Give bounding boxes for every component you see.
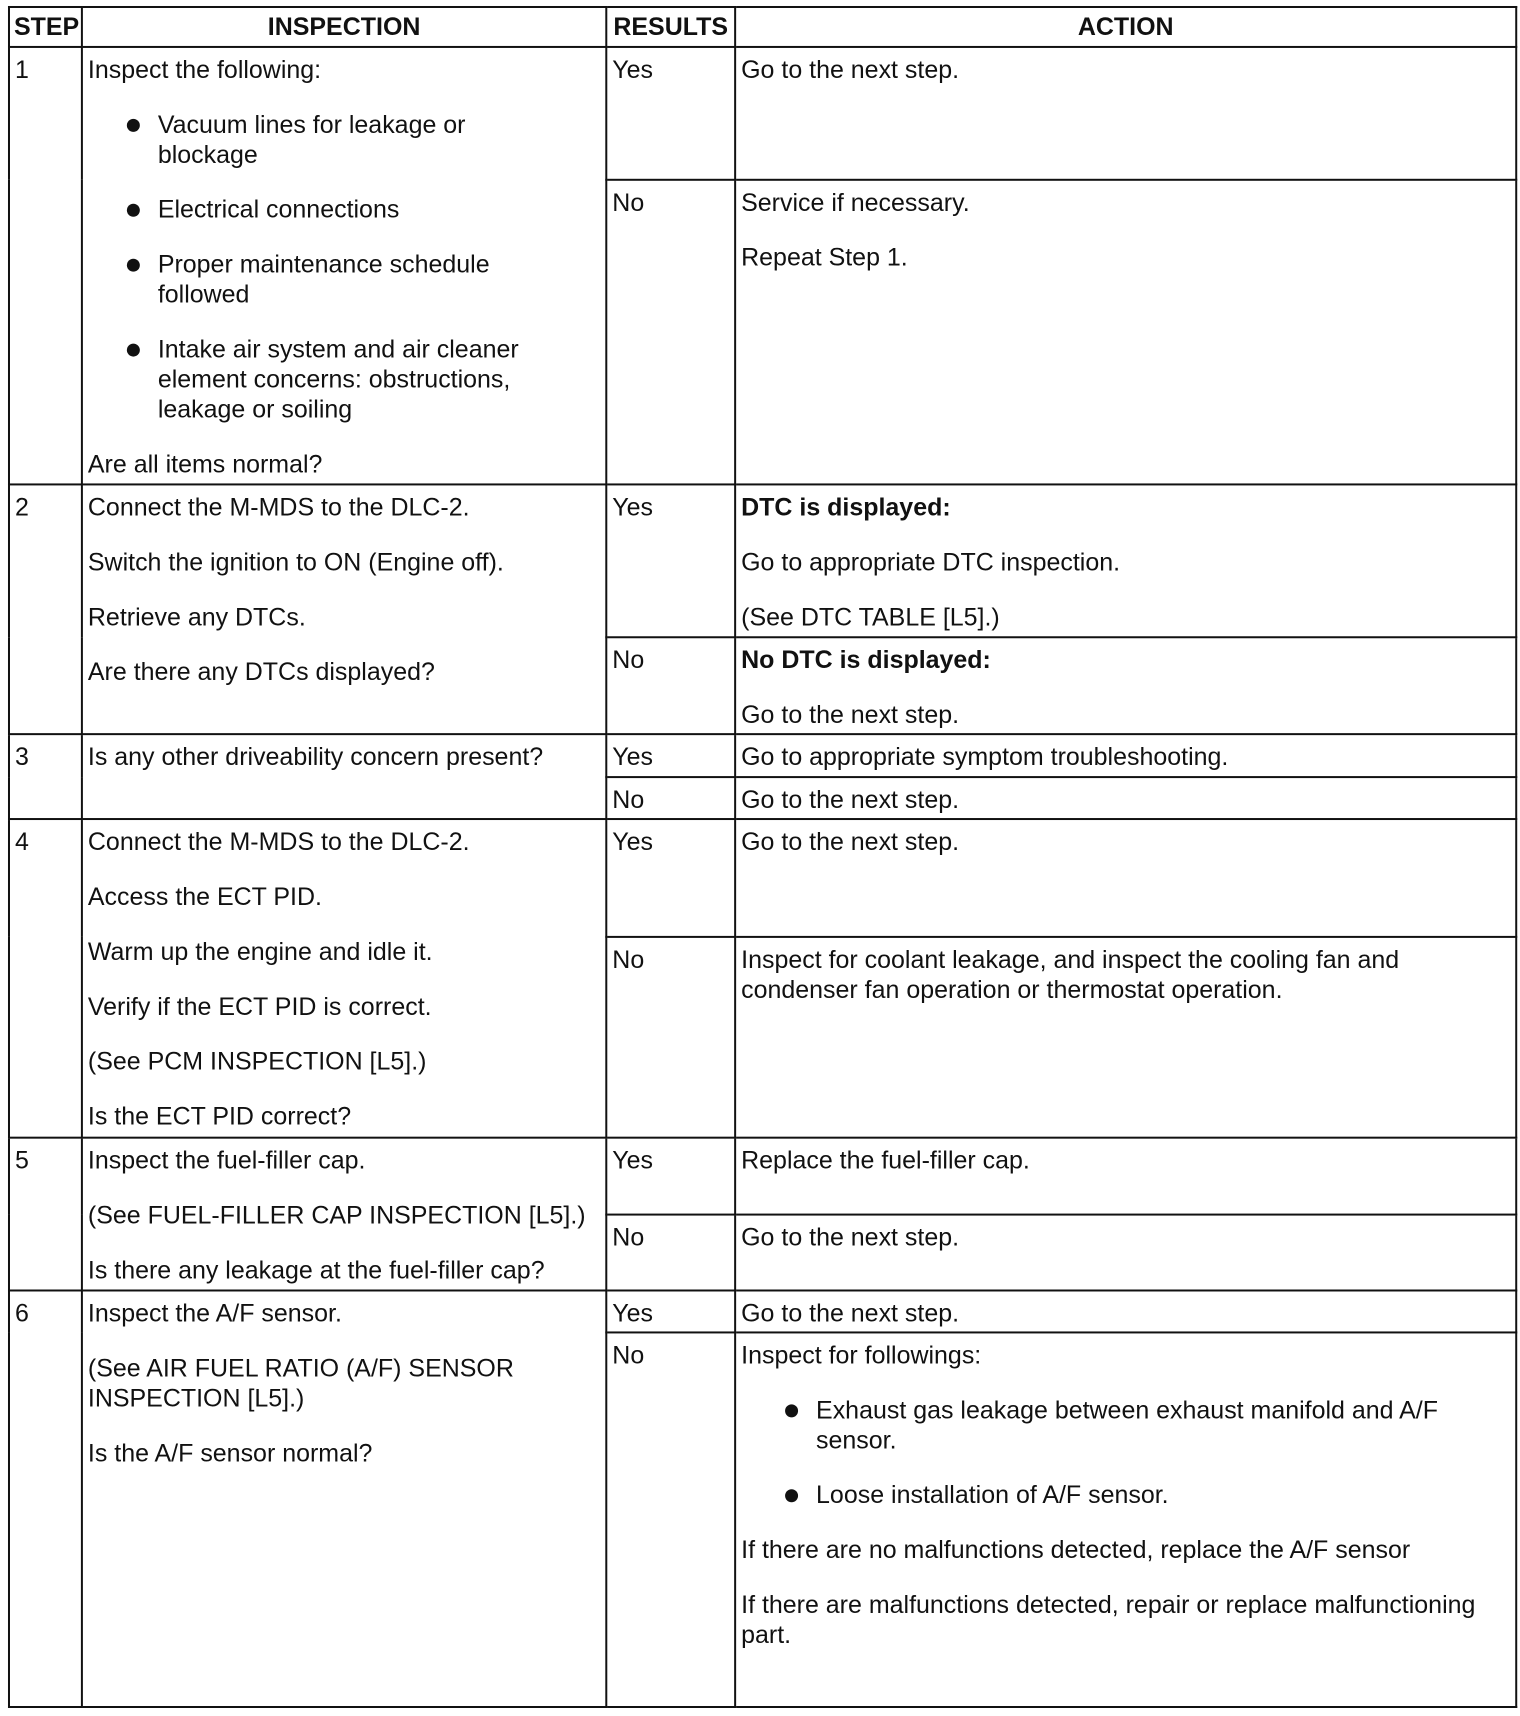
step-1-item: Electrical connections [158, 195, 600, 225]
step-1-question: Are all items normal? [87, 450, 323, 479]
step-4-action-no [735, 937, 1516, 1138]
action-text: Repeat Step 1. [741, 243, 908, 272]
inspection-text: Connect the M-MDS to the DLC-2. [87, 828, 470, 856]
inspection-text: Are there any DTCs displayed? [87, 658, 435, 687]
step-3-action-no [735, 777, 1516, 819]
header-inspection: INSPECTION [82, 7, 606, 47]
action-text: Go to the next step. [741, 701, 960, 730]
step-6-item: Exhaust gas leakage between exhaust manifold and A/F sensor. [816, 1395, 1510, 1455]
inspection-text: Switch the ignition to ON (Engine off). [87, 548, 504, 577]
step-6-action-no [735, 1332, 1516, 1707]
step-1-action-yes [735, 47, 1516, 180]
step-4-result-yes: Yes [606, 819, 735, 937]
header-action: ACTION [735, 7, 1516, 47]
action-text: Go to appropriate symptom troubleshooting. [741, 743, 1229, 772]
step-5-inspection [82, 1138, 606, 1291]
step-2-action-no [735, 637, 1516, 734]
inspection-text: Verify if the ECT PID is correct. [87, 992, 432, 1021]
action-text: Go to the next step. [741, 828, 960, 856]
header-row [9, 7, 1516, 47]
step-3-yes-row [9, 734, 1516, 777]
step-6-item: Loose installation of A/F sensor. [816, 1480, 1510, 1510]
step-1-item: Proper maintenance schedule followed [158, 250, 600, 310]
step-6-result-no: No [606, 1332, 735, 1707]
action-text: Go to the next step. [741, 1223, 960, 1252]
step-6-item-list [741, 1395, 1510, 1510]
step-4-inspection [82, 819, 606, 1138]
action-text: If there are no malfunctions detected, replace the A/F sensor [741, 1536, 1411, 1565]
step-1-yes-row [9, 47, 1516, 180]
action-text: Replace the fuel-filler cap. [741, 1146, 1030, 1175]
inspection-text: Warm up the engine and idle it. [87, 937, 433, 966]
step-6-number: 6 [9, 1290, 82, 1707]
step-1-result-yes: Yes [606, 47, 735, 180]
action-text: Service if necessary. [741, 188, 970, 217]
inspection-text: Is the A/F sensor normal? [87, 1439, 373, 1468]
troubleshooting-table [8, 6, 1517, 1708]
step-5-result-yes: Yes [606, 1138, 735, 1215]
step-5-action-yes [735, 1138, 1516, 1215]
inspection-text: Inspect the fuel-filler cap. [87, 1146, 366, 1175]
step-2-result-yes: Yes [606, 484, 735, 637]
action-text: (See DTC TABLE [L5].) [741, 603, 1000, 632]
step-5-result-no: No [606, 1215, 735, 1291]
step-1-item-list [88, 110, 600, 425]
inspection-text: Is any other driveability concern present? [87, 743, 544, 772]
step-6-inspection [82, 1290, 606, 1707]
inspection-text: Retrieve any DTCs. [87, 603, 306, 632]
step-3-inspection [82, 734, 606, 819]
action-text: If there are malfunctions detected, repair or replace malfunctioning part. [741, 1591, 1476, 1650]
action-text: Go to appropriate DTC inspection. [741, 548, 1121, 577]
action-text: Go to the next step. [741, 786, 960, 815]
step-1-action-no [735, 180, 1516, 485]
step-5-yes-row [9, 1138, 1516, 1215]
inspection-text: Connect the M-MDS to the DLC-2. [87, 493, 470, 522]
step-6-yes-row [9, 1290, 1516, 1332]
step-4-action-yes [735, 819, 1516, 937]
step-3-action-yes [735, 734, 1516, 777]
step-1-intro: Inspect the following: [87, 55, 322, 84]
inspection-text: Inspect the A/F sensor. [87, 1299, 342, 1328]
inspection-text: (See AIR FUEL RATIO (A/F) SENSOR INSPECTION [L5].) [87, 1354, 514, 1413]
step-1-item: Intake air system and air cleaner element concerns: obstructions, leakage or soiling [158, 335, 600, 425]
step-3-result-no: No [606, 777, 735, 819]
step-2-action-yes [735, 484, 1516, 637]
step-5-number: 5 [9, 1138, 82, 1291]
step-6-action-yes [735, 1290, 1516, 1332]
step-4-number: 4 [9, 819, 82, 1138]
action-text: Inspect for followings: [741, 1341, 982, 1370]
inspection-text: (See FUEL-FILLER CAP INSPECTION [L5].) [87, 1201, 586, 1230]
step-1-inspection [82, 47, 606, 484]
step-4-result-no: No [606, 937, 735, 1138]
step-2-inspection [82, 484, 606, 734]
step-5-action-no [735, 1215, 1516, 1291]
action-text: Go to the next step. [741, 55, 960, 84]
step-1-number: 1 [9, 47, 82, 484]
header-results: RESULTS [606, 7, 735, 47]
inspection-text: (See PCM INSPECTION [L5].) [87, 1047, 427, 1076]
step-3-result-yes: Yes [606, 734, 735, 777]
action-heading: No DTC is displayed: [741, 646, 991, 675]
action-text: Inspect for coolant leakage, and inspect the cooling fan and condenser fan operation or thermostat operation. [741, 945, 1400, 1004]
action-heading: DTC is displayed: [741, 493, 951, 522]
header-step: STEP [9, 7, 82, 47]
step-3-number: 3 [9, 734, 82, 819]
step-2-result-no: No [606, 637, 735, 734]
step-4-yes-row [9, 819, 1516, 937]
step-1-result-no: No [606, 180, 735, 485]
step-2-yes-row [9, 484, 1516, 637]
inspection-text: Is the ECT PID correct? [87, 1102, 352, 1131]
action-text: Go to the next step. [741, 1299, 960, 1328]
step-2-number: 2 [9, 484, 82, 734]
step-6-result-yes: Yes [606, 1290, 735, 1332]
step-1-item: Vacuum lines for leakage or blockage [158, 110, 600, 170]
inspection-text: Access the ECT PID. [87, 882, 322, 911]
inspection-text: Is there any leakage at the fuel-filler cap? [87, 1256, 545, 1285]
